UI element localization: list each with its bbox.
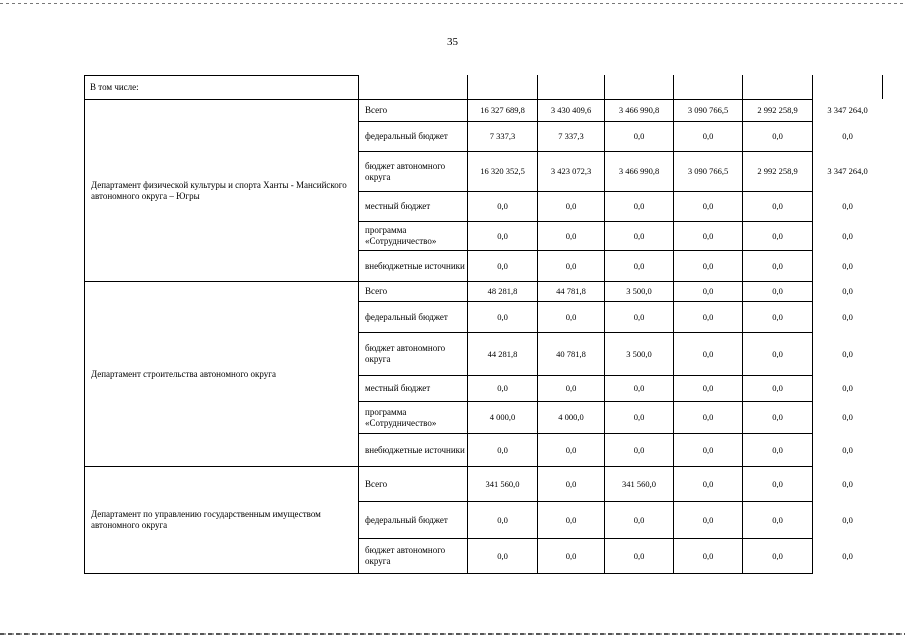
amount-cell: 0,0 xyxy=(842,348,853,359)
amount-cell: 0,0 xyxy=(565,550,577,561)
funding-source-label: программа «Сотрудничество» xyxy=(365,406,437,428)
amount-cell: 0,0 xyxy=(842,514,853,525)
amount-cell: 3 090 766,5 xyxy=(687,166,729,176)
amount-cell: 0,0 xyxy=(702,286,714,296)
amount-cell: 16 327 689,8 xyxy=(480,105,525,115)
amount-cell: 0,0 xyxy=(702,348,714,359)
amount-cell: 0,0 xyxy=(772,260,783,271)
amount-cell: 48 281,8 xyxy=(487,286,518,296)
amount-cell: 0,0 xyxy=(772,201,783,211)
amount-cell: 0,0 xyxy=(633,514,645,525)
amount-cell: 0,0 xyxy=(702,230,714,241)
amount-cell: 0,0 xyxy=(633,131,645,141)
funding-source-label: Всего xyxy=(365,105,388,115)
amount-cell: 0,0 xyxy=(565,311,577,322)
amount-cell: 40 781,8 xyxy=(556,348,586,359)
amount-cell: 0,0 xyxy=(772,230,783,241)
amount-cell: 0,0 xyxy=(633,201,645,211)
amount-cell: 0,0 xyxy=(565,260,577,271)
amount-cell: 2 992 258,9 xyxy=(757,105,798,115)
amount-cell: 0,0 xyxy=(772,311,783,322)
amount-cell: 7 337,3 xyxy=(489,131,516,141)
amount-cell: 341 560,0 xyxy=(485,478,520,489)
amount-cell: 2 992 258,9 xyxy=(757,166,798,176)
amount-cell: 0,0 xyxy=(772,348,783,359)
amount-cell: 3 090 766,5 xyxy=(687,105,729,115)
funding-source-label: бюджет автономного округа xyxy=(365,545,446,566)
funding-source-label: Всего xyxy=(365,478,388,489)
amount-cell: 3 466 990,8 xyxy=(618,105,660,115)
group-bottom-border xyxy=(84,573,813,574)
amount-cell: 0,0 xyxy=(497,311,508,322)
funding-source-label: местный бюджет xyxy=(365,201,431,211)
amount-cell: 0,0 xyxy=(842,550,853,561)
amount-cell: 0,0 xyxy=(772,286,783,296)
amount-cell: 3 466 990,8 xyxy=(618,166,660,176)
amount-cell: 0,0 xyxy=(842,478,853,489)
amount-cell: 3 347 264,0 xyxy=(827,105,868,115)
amount-cell: 0,0 xyxy=(565,201,577,211)
funding-source-label: федеральный бюджет xyxy=(365,131,448,141)
amount-cell: 4 000,0 xyxy=(558,412,584,422)
amount-cell: 0,0 xyxy=(842,230,853,241)
amount-cell: 4 000,0 xyxy=(489,412,516,422)
department-name: Департамент по управлению государственным имуществом автономного округа xyxy=(91,509,321,530)
amount-cell: 0,0 xyxy=(702,201,714,211)
amount-cell: 0,0 xyxy=(497,201,508,211)
amount-cell: 0,0 xyxy=(633,444,645,455)
amount-cell: 0,0 xyxy=(702,260,714,271)
amount-cell: 0,0 xyxy=(842,311,853,322)
scan-edge-bottom xyxy=(0,633,905,635)
amount-cell: 0,0 xyxy=(497,550,508,561)
amount-cell: 0,0 xyxy=(633,230,645,241)
col-border-8 xyxy=(882,75,883,99)
department-name: Департамент физической культуры и спорта Ханты - Мансийского автономного округа – Югры xyxy=(91,179,347,201)
amount-cell: 0,0 xyxy=(497,514,508,525)
amount-cell: 0,0 xyxy=(772,412,783,422)
amount-cell: 0,0 xyxy=(497,383,508,393)
scan-edge-top xyxy=(0,3,905,4)
amount-cell: 3 423 072,3 xyxy=(550,166,592,176)
amount-cell: 0,0 xyxy=(497,260,508,271)
funding-source-label: внебюджетные источники xyxy=(365,260,465,271)
amount-cell: 0,0 xyxy=(702,412,714,422)
funding-source-label: федеральный бюджет xyxy=(365,514,448,525)
amount-cell: 3 430 409,6 xyxy=(550,105,592,115)
amount-cell: 7 337,3 xyxy=(558,131,584,141)
amount-cell: 0,0 xyxy=(772,131,783,141)
amount-cell: 0,0 xyxy=(772,383,783,393)
funding-source-label: бюджет автономного округа xyxy=(365,160,446,182)
amount-cell: 0,0 xyxy=(565,444,577,455)
amount-cell: 341 560,0 xyxy=(622,478,656,489)
funding-source-label: внебюджетные источники xyxy=(365,444,465,455)
amount-cell: 3 500,0 xyxy=(626,348,652,359)
funding-source-label: местный бюджет xyxy=(365,383,431,393)
amount-cell: 0,0 xyxy=(497,230,508,241)
amount-cell: 0,0 xyxy=(565,383,577,393)
amount-cell: 0,0 xyxy=(772,550,783,561)
funding-source-label: бюджет автономного округа xyxy=(365,343,446,364)
funding-source-label: федеральный бюджет xyxy=(365,311,448,322)
funding-source-label: Всего xyxy=(365,286,388,296)
amount-cell: 44 781,8 xyxy=(556,286,586,296)
amount-cell: 0,0 xyxy=(633,383,645,393)
department-name: Департамент строительства автономного округа xyxy=(91,368,276,379)
amount-cell: 0,0 xyxy=(842,201,853,211)
amount-cell: 16 320 352,5 xyxy=(480,166,525,176)
amount-cell: 0,0 xyxy=(633,260,645,271)
funding-source-label: программа «Сотрудничество» xyxy=(365,225,437,246)
amount-cell: 0,0 xyxy=(842,286,853,296)
amount-cell: 3 500,0 xyxy=(626,286,652,296)
amount-cell: 0,0 xyxy=(702,550,714,561)
amount-cell: 0,0 xyxy=(702,478,714,489)
amount-cell: 0,0 xyxy=(842,412,853,422)
amount-cell: 0,0 xyxy=(842,260,853,271)
header-top-border xyxy=(84,75,359,76)
amount-cell: 44 281,8 xyxy=(487,348,518,359)
amount-cell: 3 347 264,0 xyxy=(827,166,868,176)
amount-cell: 0,0 xyxy=(702,311,714,322)
page-number: 35 xyxy=(447,36,458,48)
amount-cell: 0,0 xyxy=(702,131,714,141)
amount-cell: 0,0 xyxy=(633,311,645,322)
amount-cell: 0,0 xyxy=(633,550,645,561)
amount-cell: 0,0 xyxy=(842,383,853,393)
amount-cell: 0,0 xyxy=(702,383,714,393)
amount-cell: 0,0 xyxy=(772,514,783,525)
amount-cell: 0,0 xyxy=(565,478,577,489)
amount-cell: 0,0 xyxy=(565,514,577,525)
amount-cell: 0,0 xyxy=(702,444,714,455)
amount-cell: 0,0 xyxy=(702,514,714,525)
amount-cell: 0,0 xyxy=(497,444,508,455)
amount-cell: 0,0 xyxy=(772,478,783,489)
amount-cell: 0,0 xyxy=(633,412,645,422)
amount-cell: 0,0 xyxy=(842,444,853,455)
header-label: В том числе: xyxy=(90,81,139,92)
amount-cell: 0,0 xyxy=(772,444,783,455)
amount-cell: 0,0 xyxy=(842,131,853,141)
amount-cell: 0,0 xyxy=(565,230,577,241)
